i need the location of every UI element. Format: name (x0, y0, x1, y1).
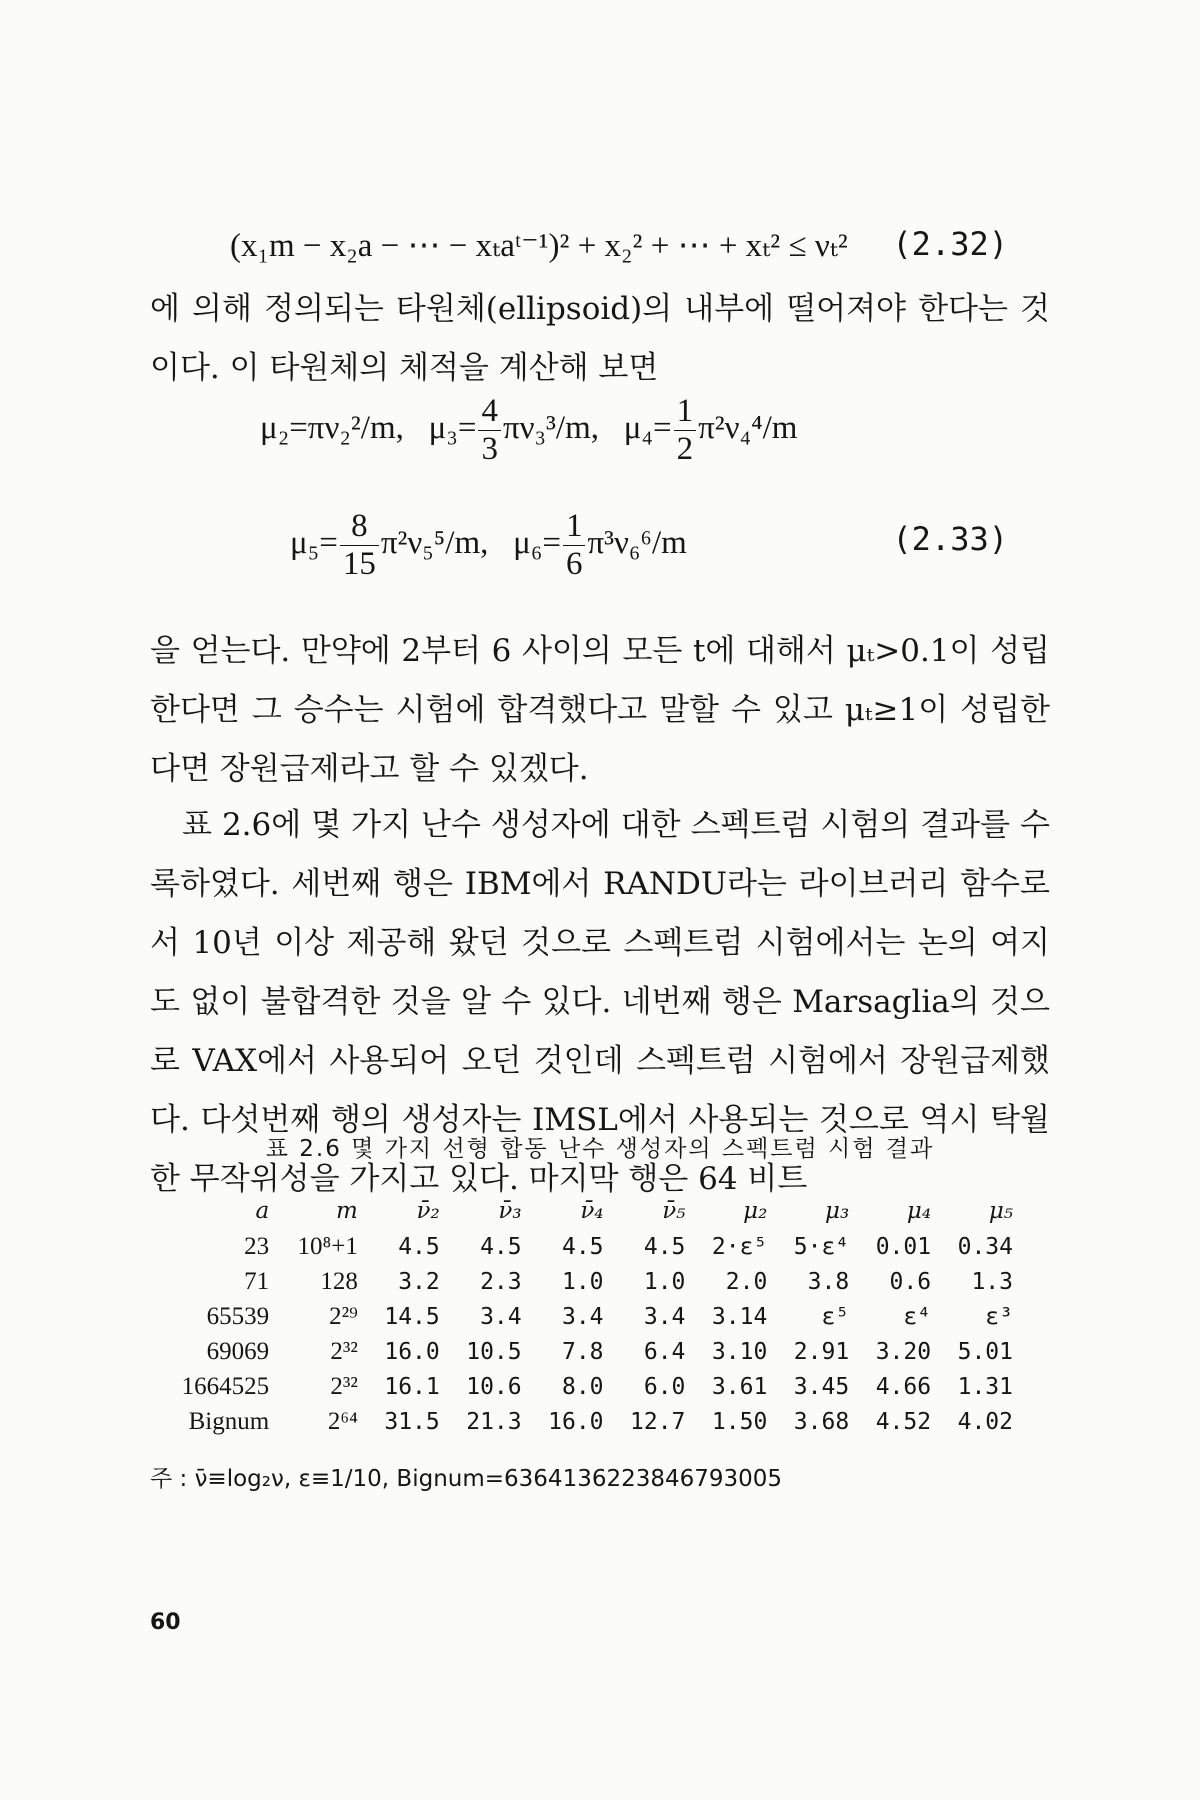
equation-2-32-body: (x₁m − x₂a − ⋯ − xₜaᵗ⁻¹)² + x₂² + ⋯ + xₜ² ≤ νₜ² (230, 228, 848, 264)
table-header-cell: m (336, 1198, 358, 1224)
table-cell: 3.2 (398, 1268, 440, 1295)
table-cell: 14.5 (384, 1303, 440, 1330)
table-cell: 10⁸+1 (297, 1232, 358, 1260)
table-row (145, 1404, 1015, 1439)
paragraph-3: 표 2.6에 몇 가지 난수 생성자에 대한 스펙트럼 시험의 결과를 수록하였다. 세번째 행은 IBM에서 RANDU라는 라이브러리 함수로서 10년 이상 제공해 왔던 것으로 스펙트럼 시험에서는 논의 여지도 없이 불합격한 것을 알 수 있다. 네번째 행은 Marsaglia의 것으로 VAX에서 사용되어 오던 것인데 스펙트럼 시험에서 장원급제했다. 다섯번째 행의 생성자는 IMSL에서 사용되는 것으로 역시 탁월한 무작위성을 가지고 있다. 마지막 행은 64 비트 (150, 807, 1050, 1197)
results-table (145, 1193, 1015, 1439)
table-header-cell: ν̄₅ (662, 1198, 686, 1224)
table-cell: 4.02 (957, 1408, 1013, 1435)
table-cell: 0.01 (875, 1233, 932, 1260)
table-cell: 23 (244, 1232, 270, 1260)
table-cell: 0.34 (957, 1233, 1013, 1260)
fraction-mu3 (478, 395, 501, 466)
table-cell: 4.5 (561, 1233, 604, 1260)
table-header-cell: μ₄ (906, 1198, 932, 1224)
table-cell: 2³² (330, 1372, 358, 1400)
table-row (145, 1229, 1015, 1264)
table-cell: 2⁶⁴ (327, 1407, 358, 1435)
table-row (145, 1299, 1015, 1334)
table-cell: 3.4 (561, 1303, 604, 1330)
table-cell: 16.1 (384, 1373, 440, 1400)
table-cell: 12.7 (630, 1408, 686, 1435)
table-cell: 3.68 (793, 1408, 850, 1435)
table-cell: 4.5 (480, 1233, 522, 1260)
table-cell: 65539 (206, 1302, 270, 1330)
paragraph-2: 을 얻는다. 만약에 2부터 6 사이의 모든 t에 대해서 μₜ>0.1이 성립한다면 그 승수는 시험에 합격했다고 말할 수 있고 μₜ≥1이 성립한다면 장원급제라고 할 수 있겠다. (150, 633, 1050, 787)
table-cell: 1.3 (971, 1268, 1013, 1295)
table-cell: 10.6 (466, 1373, 522, 1400)
table-header-cell: μ₃ (825, 1198, 850, 1224)
table-cell: 2.3 (480, 1268, 522, 1295)
table-cell: 16.0 (548, 1408, 604, 1435)
equation-mu2: μ₂=πν₂²/m, (260, 410, 404, 447)
equation-mu4-rhs: π²ν₄⁴/m (698, 410, 798, 447)
table-cell: 1.0 (643, 1268, 686, 1295)
equation-mu3-lhs: μ₃= (428, 410, 477, 447)
table-cell: 1.0 (561, 1268, 604, 1295)
table-cell: ε⁵ (821, 1303, 850, 1330)
table-cell: 69069 (206, 1337, 270, 1365)
table-header-cell: a (255, 1198, 270, 1224)
table-cell: 3.14 (711, 1303, 768, 1330)
fraction-numerator: 1 (563, 510, 586, 546)
fraction-numerator: 8 (340, 510, 379, 546)
fraction-numerator: 4 (478, 395, 501, 431)
table-cell: 3.20 (875, 1338, 932, 1365)
fraction-mu4 (674, 395, 697, 466)
table-cell: 1664525 (181, 1372, 270, 1400)
table-cell: 4.66 (875, 1373, 932, 1400)
table-header-cell: μ₂ (743, 1198, 768, 1224)
equation-2-33-number: (2.33) (892, 520, 1008, 558)
table-cell: 4.52 (875, 1408, 932, 1435)
table-cell: 3.61 (711, 1373, 768, 1400)
table-cell: 5.01 (957, 1338, 1013, 1365)
table-cell: 4.5 (643, 1233, 686, 1260)
table-cell: 31.5 (384, 1408, 440, 1435)
equation-2-32-number: (2.32) (892, 225, 1008, 263)
table-cell: 7.8 (561, 1338, 604, 1365)
table-row (145, 1369, 1015, 1404)
table-cell: 16.0 (384, 1338, 440, 1365)
table-cell: 3.8 (807, 1268, 850, 1295)
table-header-cell: ν̄₂ (416, 1198, 440, 1224)
table-cell: 3.4 (643, 1303, 686, 1330)
table-cell: 10.5 (466, 1338, 522, 1365)
table-cell: 8.0 (561, 1373, 604, 1400)
equation-mu6-rhs: π³ν₆⁶/m (587, 525, 687, 562)
equation-mu3-rhs: πν₃³/m, (502, 410, 600, 447)
table-cell: 6.0 (643, 1373, 686, 1400)
table-cell: 5·ε⁴ (793, 1233, 850, 1260)
table-title: 표 2.6 몇 가지 선형 합동 난수 생성자의 스펙트럼 시험 결과 (265, 1136, 935, 1162)
table-cell: 6.4 (643, 1338, 686, 1365)
table-cell: 21.3 (466, 1408, 522, 1435)
paragraph-1: 에 의해 정의되는 타원체(ellipsoid)의 내부에 떨어져야 한다는 것이다. 이 타원체의 체적을 계산해 보면 (150, 291, 1050, 386)
table-cell: Bignum (188, 1407, 270, 1435)
table-cell: 3.10 (711, 1338, 768, 1365)
equation-mu4-lhs: μ₄= (623, 410, 672, 447)
table-cell: 0.6 (889, 1268, 932, 1295)
table-note: 주 : ν̄≡log₂ν, ε≡1/10, Bignum=6364136223846793005 (150, 1466, 783, 1492)
table-cell: 128 (320, 1267, 358, 1295)
page-number: 60 (150, 1610, 181, 1635)
equation-mu5-rhs: π²ν₅⁵/m, (380, 525, 489, 562)
fraction-denominator: 3 (481, 431, 498, 467)
table-header-cell: ν̄₄ (580, 1198, 604, 1224)
table-cell: 1.50 (711, 1408, 768, 1435)
fraction-denominator: 15 (342, 546, 376, 582)
fraction-numerator: 1 (674, 395, 697, 431)
table-cell: 71 (244, 1267, 270, 1295)
table-header-row (145, 1193, 1015, 1229)
table-body (145, 1229, 1015, 1439)
table-cell: 2²⁹ (329, 1302, 358, 1330)
table-header-cell: ν̄₃ (498, 1198, 522, 1224)
table-cell: 2·ε⁵ (711, 1233, 768, 1260)
table-cell: 2.91 (793, 1338, 850, 1365)
table-cell: 3.4 (480, 1303, 522, 1330)
table-header-cell: μ₅ (988, 1198, 1013, 1224)
table-row (145, 1334, 1015, 1369)
table-cell: 3.45 (793, 1373, 850, 1400)
table-cell: 1.31 (957, 1373, 1013, 1400)
equation-mu5-lhs: μ₅= (290, 525, 338, 562)
table-cell: 2.0 (725, 1268, 768, 1295)
table-cell: ε⁴ (903, 1303, 932, 1330)
equation-mu6-lhs: μ₆= (513, 525, 561, 562)
fraction-denominator: 2 (676, 431, 694, 467)
fraction-mu5 (340, 510, 379, 581)
table-cell: ε³ (985, 1303, 1013, 1330)
table-cell: 4.5 (398, 1233, 440, 1260)
table-row (145, 1264, 1015, 1299)
table-cell: 2³² (330, 1337, 358, 1365)
fraction-denominator: 6 (565, 546, 583, 582)
fraction-mu6 (563, 510, 586, 581)
